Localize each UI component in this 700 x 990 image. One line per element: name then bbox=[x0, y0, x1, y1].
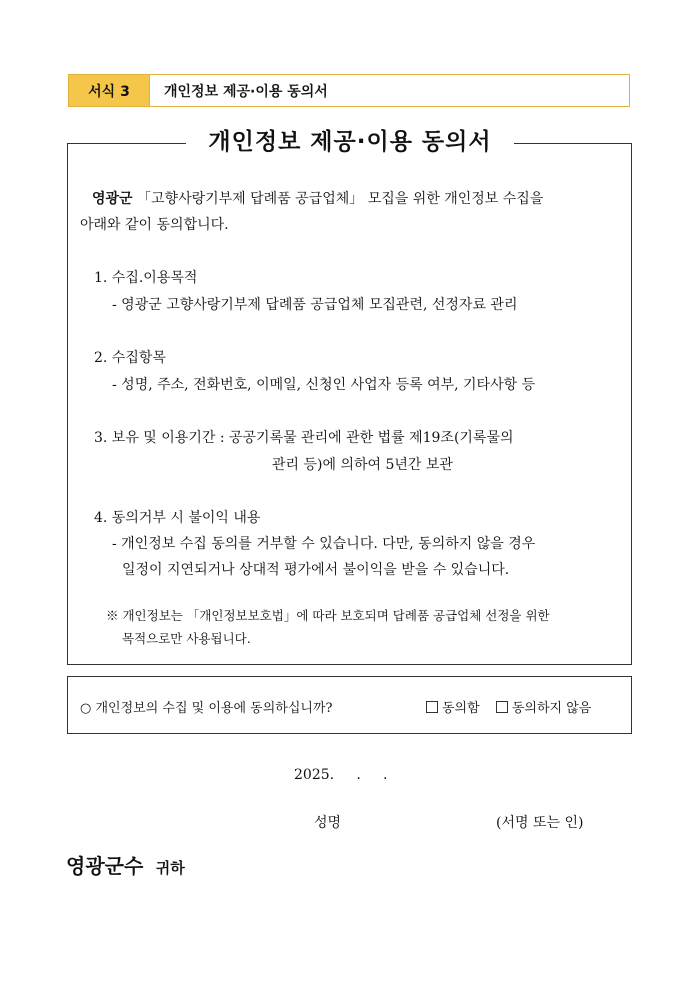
document-title: 개인정보 제공·이용 동의서 bbox=[186, 124, 514, 160]
disagree-checkbox[interactable] bbox=[496, 701, 508, 713]
form-header bbox=[68, 74, 630, 107]
intro-line-2: 아래와 같이 동의합니다. bbox=[80, 217, 229, 233]
section-4-line-1: - 개인정보 수집 동의를 거부할 수 있습니다. 다만, 동의하지 않을 경우 bbox=[112, 536, 536, 552]
consent-box bbox=[67, 676, 632, 734]
section-2-line: - 성명, 주소, 전화번호, 이메일, 신청인 사업자 등록 여부, 기타사항 등 bbox=[112, 377, 536, 393]
section-4-line-2: 일정이 지연되거나 상대적 평가에서 불이익을 받을 수 있습니다. bbox=[122, 562, 510, 578]
section-3-line: 관리 등)에 의하여 5년간 보관 bbox=[272, 457, 453, 473]
section-1-heading: 1. 수집.이용목적 bbox=[94, 270, 198, 286]
recipient-suffix: 귀하 bbox=[155, 859, 185, 877]
agree-checkbox[interactable] bbox=[426, 701, 438, 713]
section-4-heading: 4. 동의거부 시 불이익 내용 bbox=[94, 510, 261, 526]
section-1-line: - 영광군 고향사랑기부제 답례품 공급업체 모집관련, 선정자료 관리 bbox=[112, 297, 518, 313]
intro-org: 영광군 bbox=[92, 191, 133, 207]
date-line: 2025. . . bbox=[294, 767, 388, 783]
signature-label: (서명 또는 인) bbox=[496, 815, 584, 831]
name-label: 성명 bbox=[314, 815, 342, 831]
note-line-1: ※ 개인정보는 「개인정보보호법」에 따라 보호되며 답례품 공급업체 선정을 위한 bbox=[106, 608, 550, 623]
intro-line-1-rest: 「고향사랑기부제 답례품 공급업체」 모집을 위한 개인정보 수집을 bbox=[132, 191, 544, 207]
consent-question: ○ 개인정보의 수집 및 이용에 동의하십니까? bbox=[80, 701, 333, 716]
disagree-label: 동의하지 않음 bbox=[511, 701, 592, 716]
form-name: 개인정보 제공·이용 동의서 bbox=[164, 83, 328, 100]
section-2-heading: 2. 수집항목 bbox=[94, 350, 166, 366]
recipient bbox=[66, 850, 185, 879]
recipient-name: 영광군수 bbox=[66, 854, 144, 878]
note-line-2: 목적으로만 사용됩니다. bbox=[122, 631, 251, 646]
agree-label: 동의함 bbox=[442, 701, 480, 716]
consent-options bbox=[426, 697, 591, 716]
intro-line-1 bbox=[92, 188, 543, 208]
section-3-heading: 3. 보유 및 이용기간 : 공공기록물 관리에 관한 법률 제19조(기록물의 bbox=[94, 430, 514, 446]
form-number: 서식 3 bbox=[69, 75, 150, 106]
